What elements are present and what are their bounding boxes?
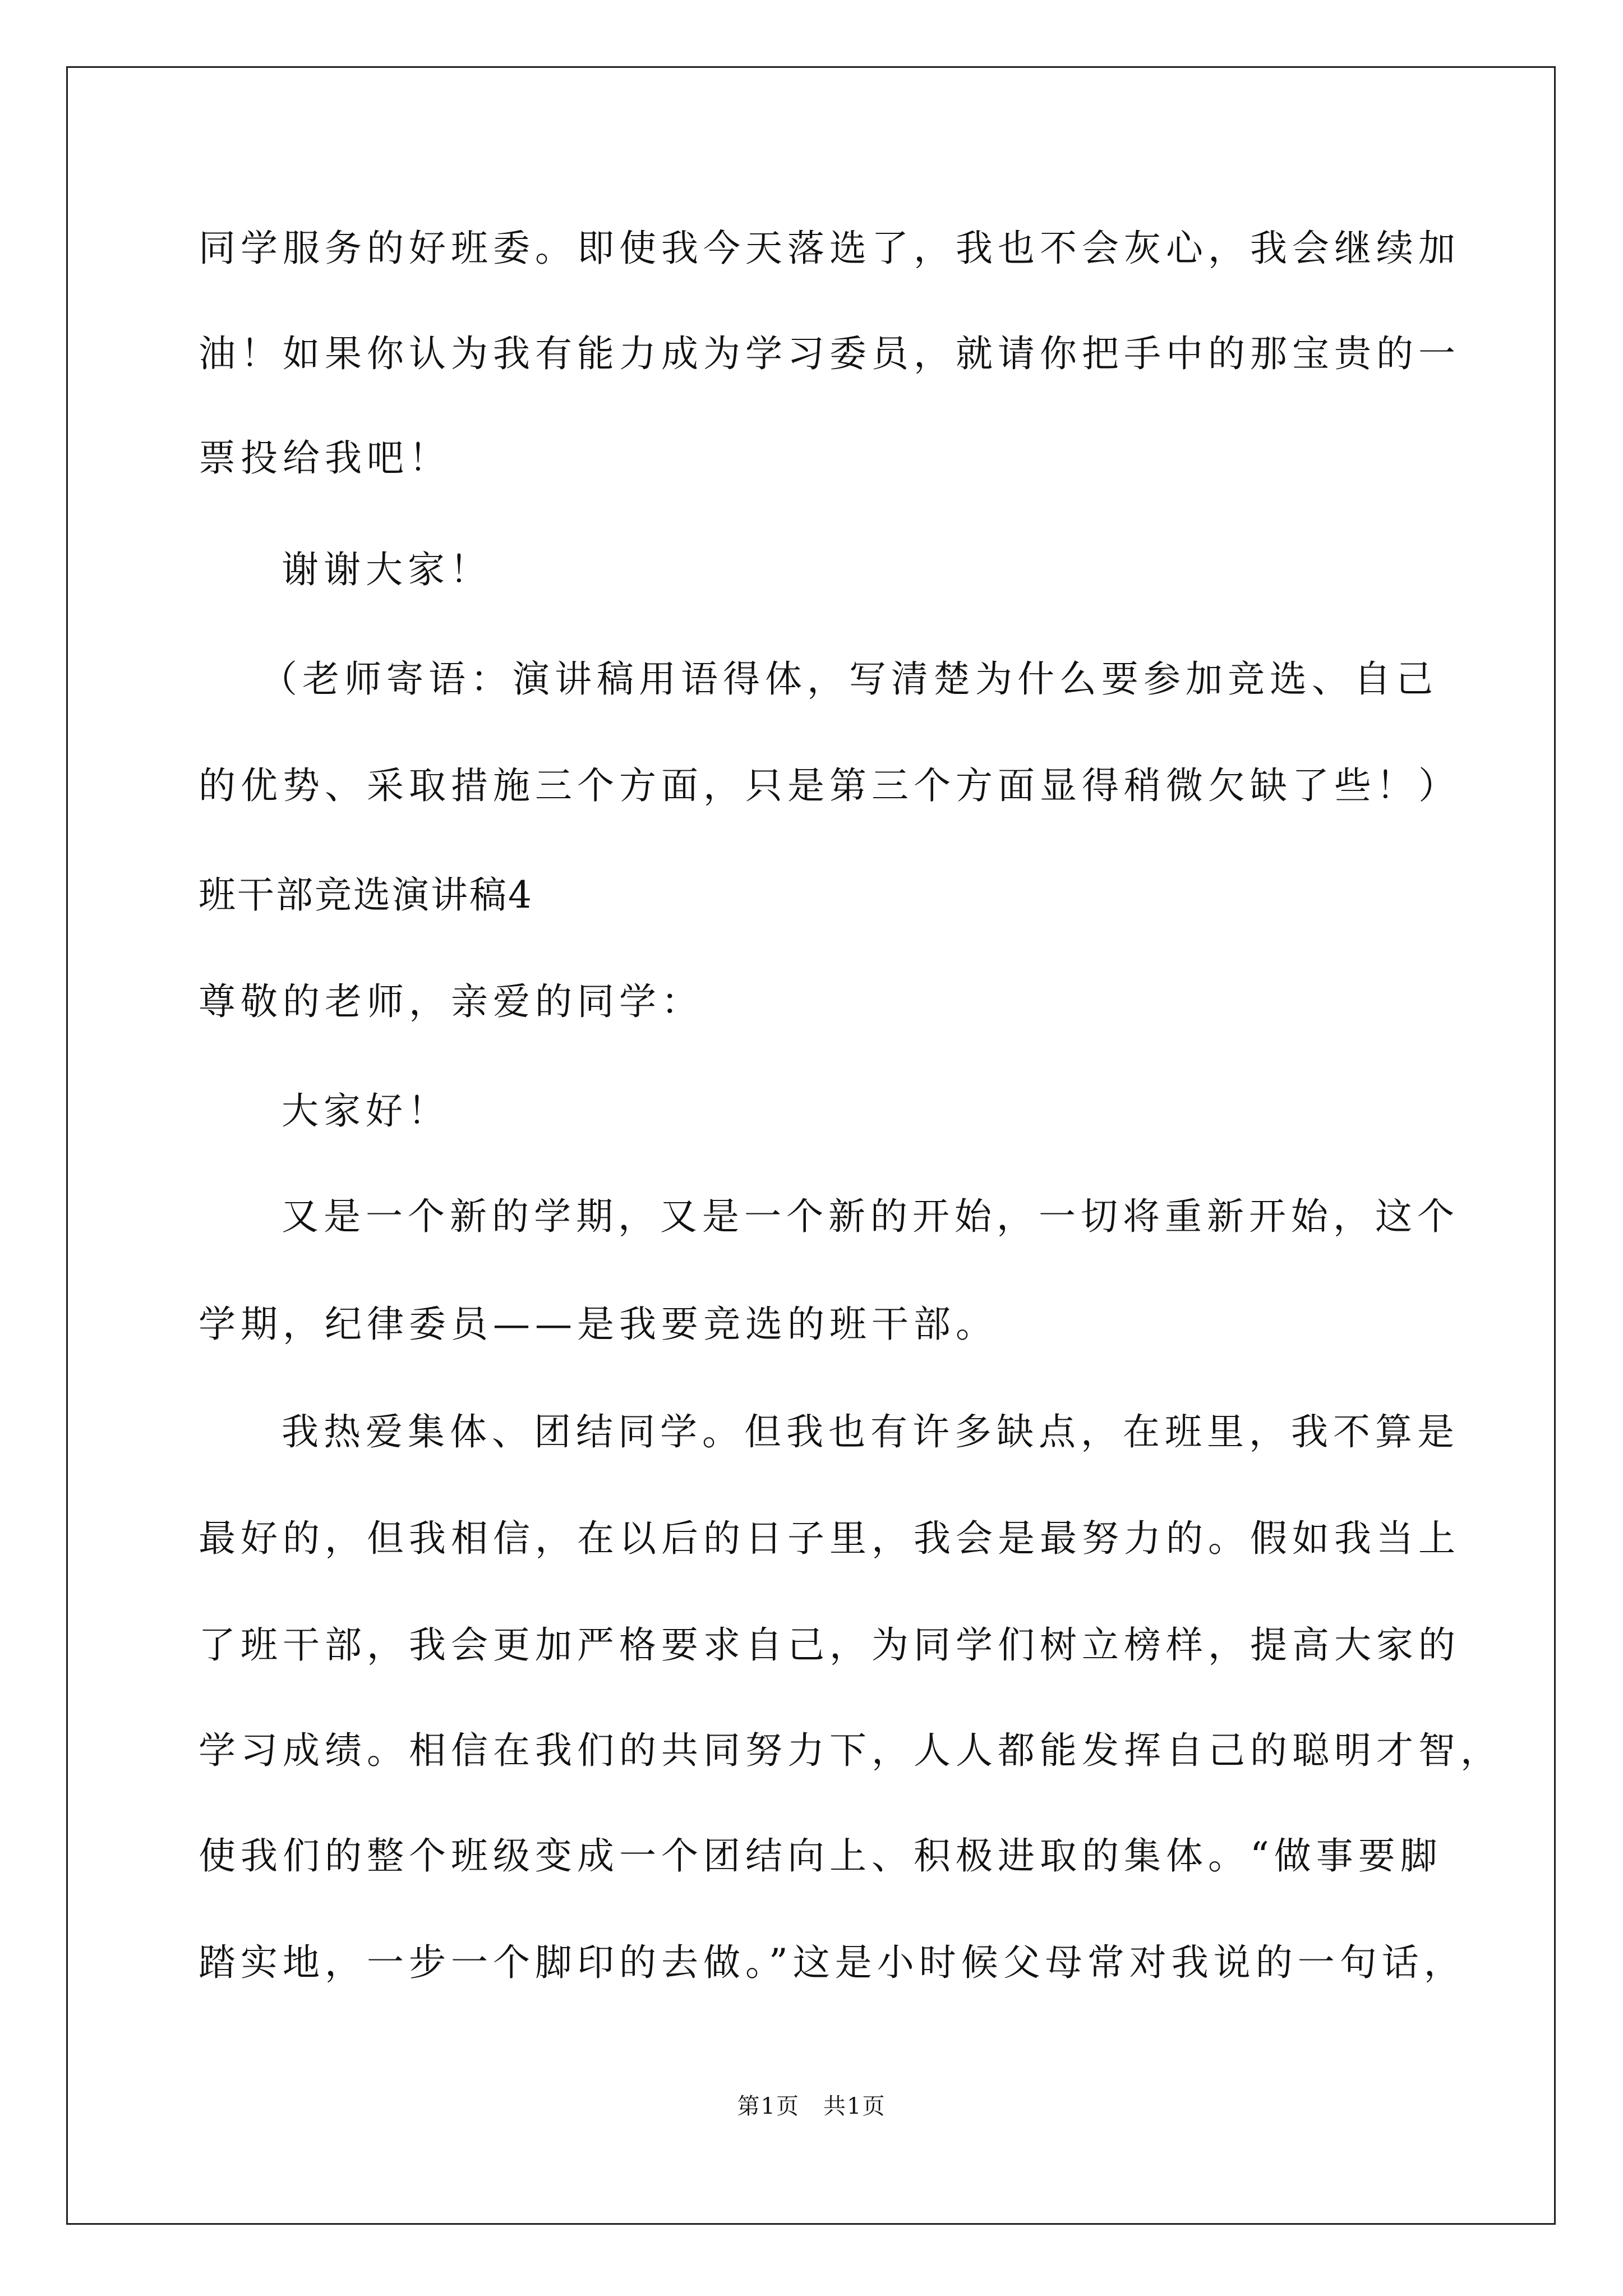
text-line: 踏实地，一步一个脚印的去做。”这是小时候父母常对我说的一句话， bbox=[199, 1941, 1466, 1984]
text-line: 我热爱集体、团结同学。但我也有许多缺点，在班里，我不算是 bbox=[282, 1410, 1459, 1453]
text-line: 使我们的整个班级变成一个团结向上、积极进取的集体。“做事要脚 bbox=[199, 1834, 1442, 1878]
salutation: 尊敬的老师，亲爱的同学： bbox=[199, 980, 703, 1023]
greeting: 大家好！ bbox=[282, 1089, 450, 1133]
text-line: 同学服务的好班委。即使我今天落选了，我也不会灰心，我会继续加 bbox=[199, 227, 1460, 270]
text-line: 学期，纪律委员——是我要竞选的班干部。 bbox=[199, 1303, 998, 1346]
text-line: （老师寄语：演讲稿用语得体，写清楚为什么要参加竞选、自己 bbox=[260, 657, 1438, 701]
page-footer: 第1页 共1页 bbox=[737, 2093, 886, 2119]
text-line: 票投给我吧！ bbox=[199, 436, 451, 480]
text-line: 油！如果你认为我有能力成为学习委员，就请你把手中的那宝贵的一 bbox=[199, 332, 1460, 375]
text-line: 学习成绩。相信在我们的共同努力下，人人都能发挥自己的聪明才智， bbox=[199, 1729, 1502, 1772]
text-line: 谢谢大家！ bbox=[282, 548, 492, 591]
text-line: 了班干部，我会更加严格要求自己，为同学们树立榜样，提高大家的 bbox=[199, 1623, 1460, 1667]
page-border bbox=[66, 66, 1556, 2225]
text-line: 又是一个新的学期，又是一个新的开始，一切将重新开始，这个 bbox=[282, 1195, 1459, 1238]
text-line: 的优势、采取措施三个方面，只是第三个方面显得稍微欠缺了些！） bbox=[199, 764, 1460, 807]
section-heading: 班干部竞选演讲稿4 bbox=[199, 873, 533, 917]
text-line: 最好的，但我相信，在以后的日子里，我会是最努力的。假如我当上 bbox=[199, 1517, 1460, 1560]
